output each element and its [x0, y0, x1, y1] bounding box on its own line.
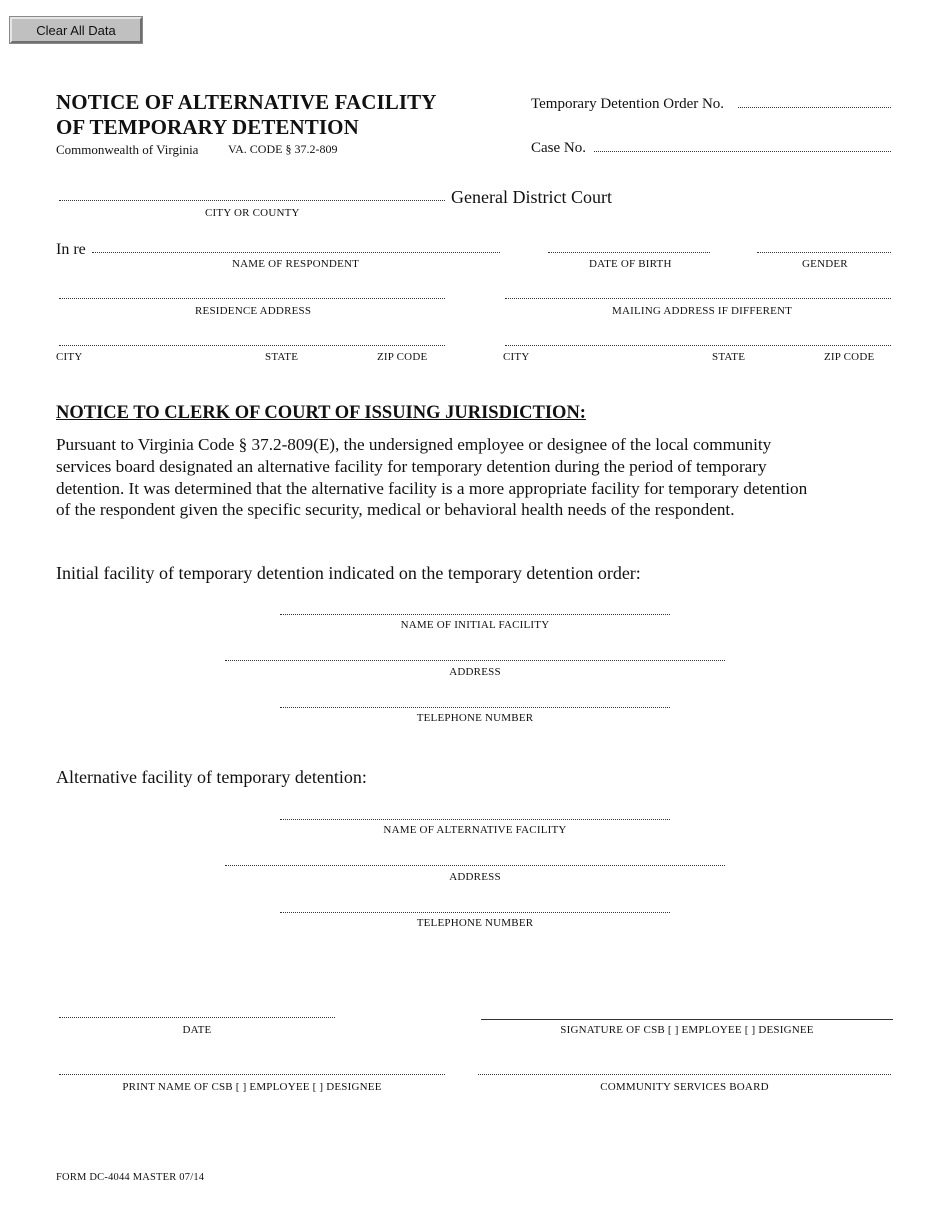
notice-paragraph-line1: Pursuant to Virginia Code § 37.2-809(E), the undersigned employee or designee of the local community [56, 435, 772, 454]
residence-zip-label: ZIP CODE [377, 351, 428, 363]
clear-all-data-button[interactable]: Clear All Data [10, 17, 142, 43]
gender-field[interactable] [757, 252, 891, 253]
mailing-city-label: CITY [503, 351, 530, 363]
jurisdiction-text: Commonwealth of Virginia [56, 142, 199, 157]
respondent-name-field[interactable] [92, 252, 500, 253]
date-of-birth-field[interactable] [548, 252, 710, 253]
residence-city-state-zip-field[interactable] [59, 345, 445, 346]
form-id: FORM DC-4044 MASTER 07/14 [56, 1172, 205, 1183]
residence-state-label: STATE [265, 351, 299, 363]
signature-line[interactable] [481, 1019, 893, 1020]
mailing-address-label: MAILING ADDRESS IF DIFFERENT [612, 305, 793, 317]
alternative-facility-prompt: Alternative facility of temporary detention: [56, 767, 367, 787]
form-title-line1: NOTICE OF ALTERNATIVE FACILITY [56, 90, 437, 114]
alternative-facility-name-field[interactable] [280, 819, 670, 820]
initial-facility-address-label: ADDRESS [449, 666, 501, 678]
respondent-name-label: NAME OF RESPONDENT [232, 258, 360, 270]
court-name: General District Court [451, 187, 612, 207]
mailing-address-field[interactable] [505, 298, 891, 299]
alternative-facility-phone-field[interactable] [280, 912, 670, 913]
initial-facility-phone-label: TELEPHONE NUMBER [416, 712, 534, 724]
residence-address-label: RESIDENCE ADDRESS [195, 305, 312, 317]
initial-facility-name-label: NAME OF INITIAL FACILITY [400, 619, 550, 631]
city-county-field[interactable] [59, 200, 445, 201]
case-number-label: Case No. [531, 140, 586, 156]
notice-paragraph-line2: services board designated an alternative facility for temporary detention during the period of temporary [56, 456, 767, 476]
tdo-number-label: Temporary Detention Order No. [531, 96, 725, 112]
initial-facility-address-field[interactable] [225, 660, 725, 661]
mailing-city-state-zip-field[interactable] [505, 345, 891, 346]
mailing-state-label: STATE [712, 351, 746, 363]
community-services-board-field[interactable] [478, 1074, 891, 1075]
case-number-field[interactable] [594, 151, 891, 152]
print-name-label: PRINT NAME OF CSB [ ] EMPLOYEE [ ] DESIGNEE [122, 1081, 382, 1093]
notice-paragraph-line3: detention. It was determined that the alternative facility is a more appropriate facility for temporary detention [56, 478, 808, 498]
initial-facility-prompt: Initial facility of temporary detention indicated on the temporary detention order: [56, 563, 641, 583]
notice-paragraph-line4: of the respondent given the specific security, medical or behavioral health needs of the respondent. [56, 500, 735, 520]
signature-label: SIGNATURE OF CSB [ ] EMPLOYEE [ ] DESIGNEE [560, 1024, 814, 1036]
community-services-board-label: COMMUNITY SERVICES BOARD [600, 1081, 769, 1093]
notice-heading: NOTICE TO CLERK OF COURT OF ISSUING JURISDICTION: [56, 403, 586, 423]
alternative-facility-address-field[interactable] [225, 865, 725, 866]
alternative-facility-name-label: NAME OF ALTERNATIVE FACILITY [383, 824, 567, 836]
mailing-zip-label: ZIP CODE [824, 351, 875, 363]
date-of-birth-label: DATE OF BIRTH [589, 258, 672, 270]
alternative-facility-address-label: ADDRESS [449, 871, 501, 883]
residence-city-label: CITY [56, 351, 83, 363]
initial-facility-name-field[interactable] [280, 614, 670, 615]
initial-facility-phone-field[interactable] [280, 707, 670, 708]
alternative-facility-phone-label: TELEPHONE NUMBER [416, 917, 534, 929]
gender-label: GENDER [802, 258, 848, 270]
tdo-number-field[interactable] [738, 107, 891, 108]
residence-address-field[interactable] [59, 298, 445, 299]
form-title-line2: OF TEMPORARY DETENTION [56, 115, 359, 139]
in-re-label: In re [56, 241, 86, 258]
print-name-field[interactable] [59, 1074, 445, 1075]
city-county-label: CITY OR COUNTY [205, 207, 300, 219]
date-field[interactable] [59, 1017, 335, 1018]
date-label: DATE [182, 1024, 212, 1036]
notice-paragraph [56, 434, 916, 521]
code-reference: VA. CODE § 37.2-809 [228, 142, 338, 156]
